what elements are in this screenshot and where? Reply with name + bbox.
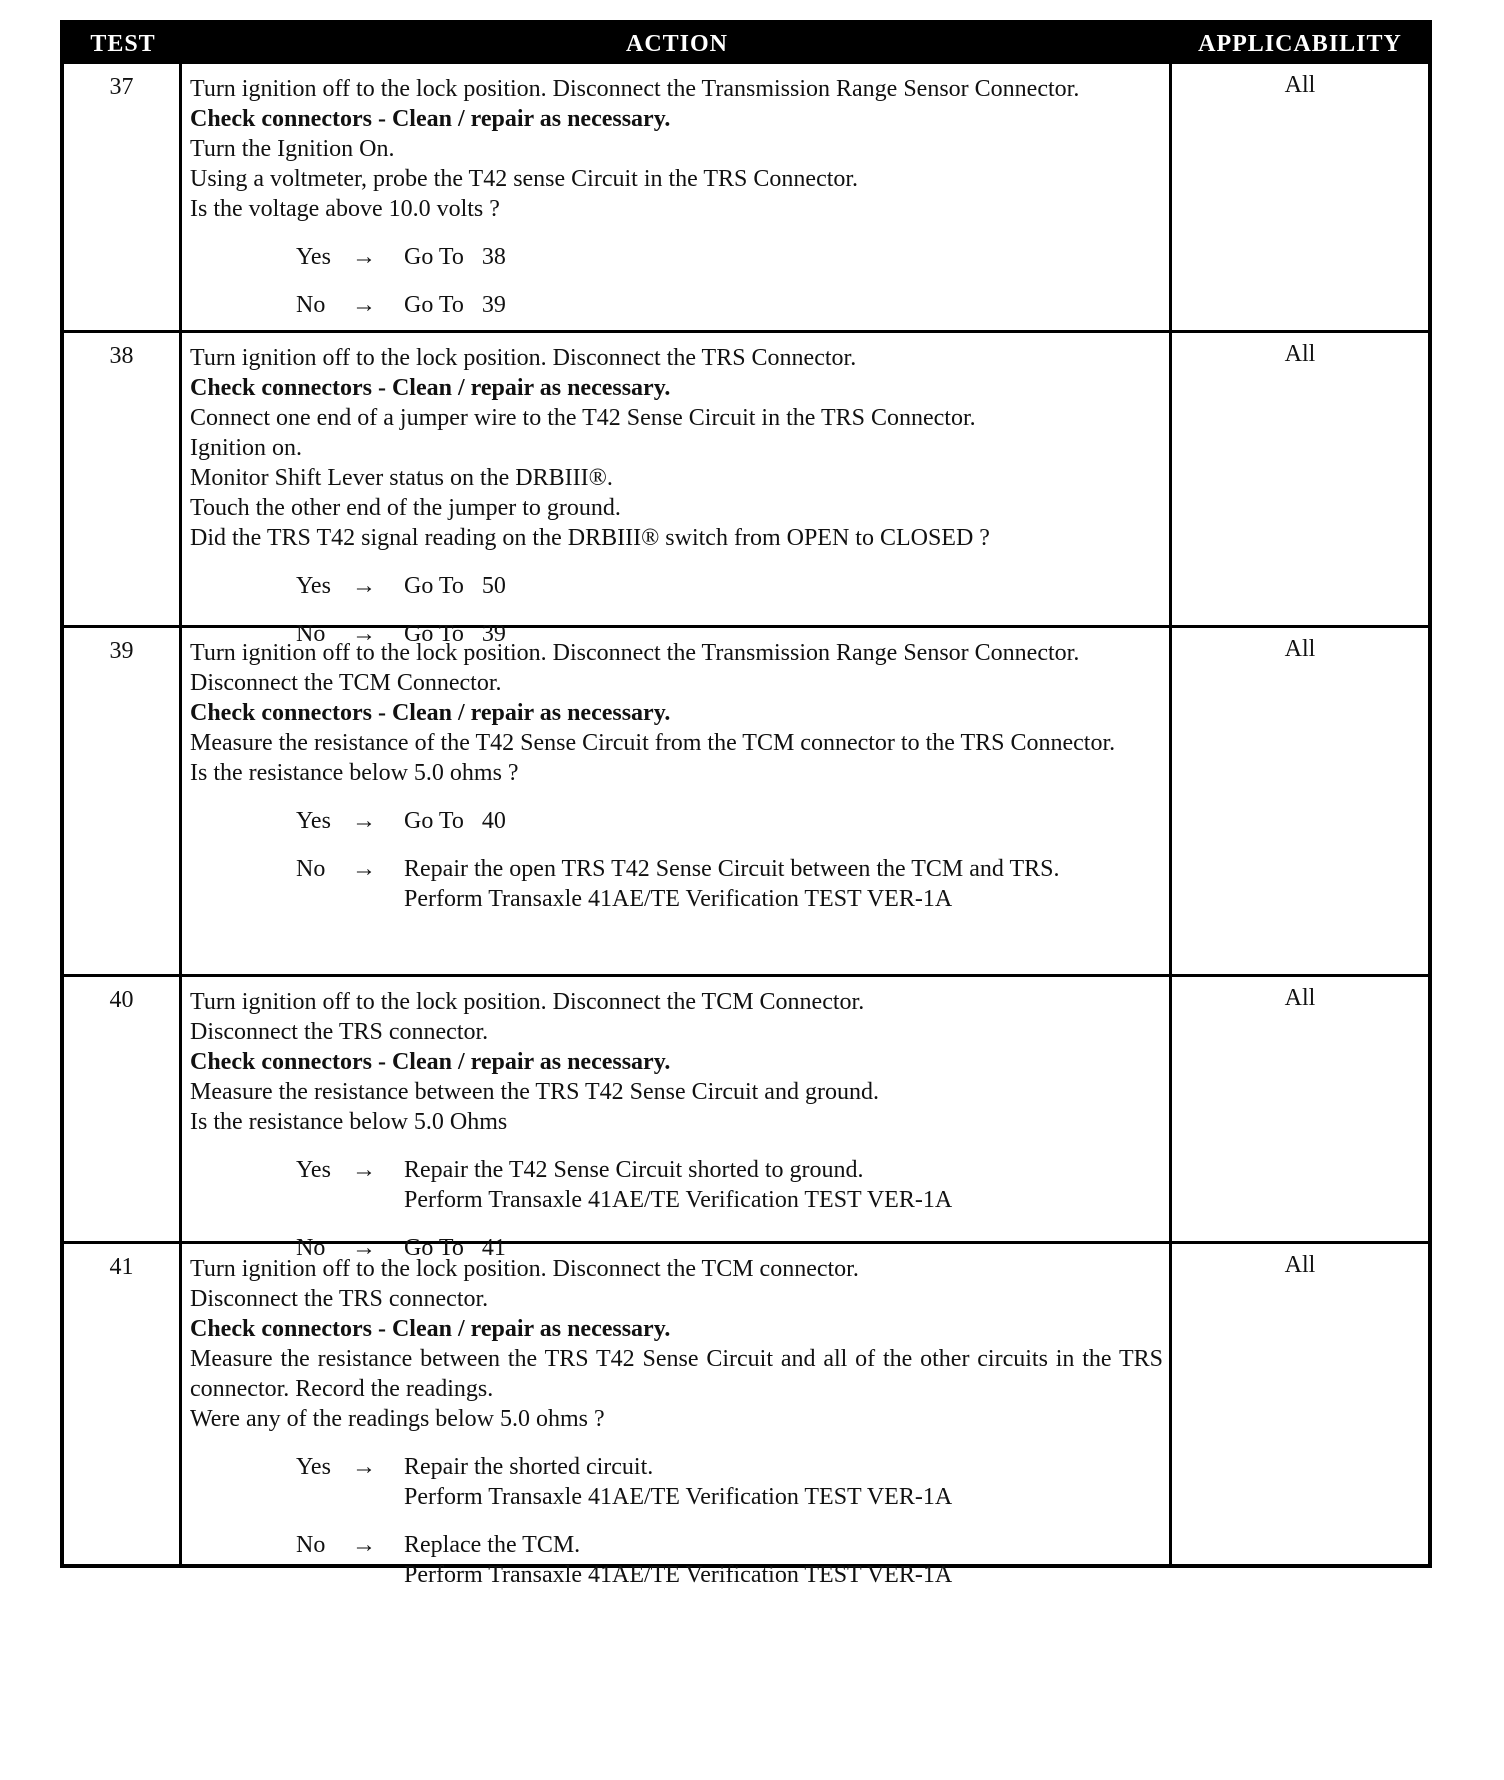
table-row	[64, 625, 1428, 974]
arrow-right-icon: →	[352, 1235, 376, 1261]
answer-key: Yes	[296, 1157, 331, 1183]
table-row	[64, 974, 1428, 1261]
answer-result	[404, 571, 1163, 601]
action-line: Connect one end of a jumper wire to the T42 Sense Circuit in the TRS Connector.	[190, 405, 976, 431]
answer-result	[404, 1452, 1163, 1512]
table-row	[64, 330, 1428, 647]
diagnostic-test-table	[60, 20, 1432, 1588]
answer-yes	[296, 806, 1163, 836]
action-cell	[182, 333, 1172, 647]
answer-line: Replace the TCM.	[404, 1532, 581, 1558]
answer-key: Yes	[296, 1454, 331, 1480]
answer-line: Perform Transaxle 41AE/TE Verification TEST VER-1A	[404, 1484, 953, 1510]
action-line: Measure the resistance between the TRS T42 Sense Circuit and ground.	[190, 1079, 879, 1105]
action-line: Measure the resistance between the TRS T42 Sense Circuit and all of the other circuits in the TRS connector. Record the readings.	[190, 1346, 1163, 1402]
answer-key: No	[296, 1235, 326, 1261]
answer-line: Go To 38	[404, 244, 506, 270]
applicability-cell: All	[1284, 72, 1316, 98]
answer-result	[404, 806, 1163, 836]
action-line: Ignition on.	[190, 435, 302, 461]
action-line: Is the resistance below 5.0 ohms ?	[190, 760, 519, 786]
answer-line: Go To 40	[404, 808, 506, 834]
applicability-cell: All	[1284, 341, 1316, 367]
arrow-right-icon: →	[352, 244, 376, 270]
arrow-right-icon: →	[352, 292, 376, 318]
action-line: Did the TRS T42 signal reading on the DRBIII® switch from OPEN to CLOSED ?	[190, 525, 990, 551]
action-line: Disconnect the TRS connector.	[190, 1286, 489, 1312]
action-line: Is the resistance below 5.0 Ohms	[190, 1109, 508, 1135]
answer-line: Repair the T42 Sense Circuit shorted to ground.	[404, 1157, 864, 1183]
answer-line: Repair the shorted circuit.	[404, 1454, 654, 1480]
answer-no	[296, 290, 1163, 320]
answer-no	[296, 854, 1163, 914]
applicability-cell: All	[1284, 985, 1316, 1011]
action-cell	[182, 977, 1172, 1261]
answer-line: Go To 41	[404, 1235, 506, 1261]
action-line: Monitor Shift Lever status on the DRBIII®.	[190, 465, 613, 491]
action-cell	[182, 628, 1172, 974]
action-warning: Check connectors - Clean / repair as necessary.	[190, 106, 671, 132]
answer-yes	[296, 242, 1163, 272]
answer-result	[404, 1155, 1163, 1215]
test-number: 38	[64, 333, 182, 625]
table-row	[64, 64, 1428, 330]
arrow-right-icon: →	[352, 856, 376, 882]
answer-key: Yes	[296, 573, 331, 599]
arrow-right-icon: →	[352, 621, 376, 647]
table-body	[64, 64, 1428, 1588]
action-cell	[182, 1244, 1172, 1588]
action-line: Disconnect the TRS connector.	[190, 1019, 489, 1045]
arrow-right-icon: →	[352, 1157, 376, 1183]
action-line: Turn ignition off to the lock position. Disconnect the TCM connector.	[190, 1256, 859, 1282]
header-test: TEST	[90, 30, 156, 57]
action-warning: Check connectors - Clean / repair as necessary.	[190, 1316, 671, 1342]
action-line: Disconnect the TCM Connector.	[190, 670, 502, 696]
action-line: Measure the resistance of the T42 Sense Circuit from the TCM connector to the TRS Connector.	[190, 730, 1116, 756]
arrow-right-icon: →	[352, 1454, 376, 1480]
applicability-cell: All	[1284, 636, 1316, 662]
answer-result	[404, 1530, 1163, 1590]
answer-key: Yes	[296, 244, 331, 270]
answer-result	[404, 290, 1163, 320]
action-line: Is the voltage above 10.0 volts ?	[190, 196, 500, 222]
test-number: 39	[64, 628, 182, 974]
applicability-cell: All	[1284, 1252, 1316, 1278]
action-cell	[182, 64, 1172, 330]
answer-key: No	[296, 856, 326, 882]
action-line: Turn ignition off to the lock position. Disconnect the Transmission Range Sensor Connector.	[190, 640, 1080, 666]
answer-line: Go To 50	[404, 573, 506, 599]
action-line: Turn ignition off to the lock position. Disconnect the TRS Connector.	[190, 345, 857, 371]
action-line: Touch the other end of the jumper to ground.	[190, 495, 621, 521]
answer-line: Repair the open TRS T42 Sense Circuit between the TCM and TRS.	[404, 856, 1060, 882]
action-line: Using a voltmeter, probe the T42 sense Circuit in the TRS Connector.	[190, 166, 859, 192]
table-row	[64, 1241, 1428, 1588]
answer-yes	[296, 571, 1163, 601]
action-line: Turn ignition off to the lock position. Disconnect the Transmission Range Sensor Connector.	[190, 76, 1080, 102]
arrow-right-icon: →	[352, 1532, 376, 1558]
answer-line: Perform Transaxle 41AE/TE Verification TEST VER-1A	[404, 886, 953, 912]
answer-yes	[296, 1155, 1163, 1215]
action-warning: Check connectors - Clean / repair as necessary.	[190, 375, 671, 401]
arrow-right-icon: →	[352, 573, 376, 599]
action-warning: Check connectors - Clean / repair as necessary.	[190, 1049, 671, 1075]
table-header	[64, 24, 1428, 64]
test-number: 40	[64, 977, 182, 1241]
answer-no	[296, 1530, 1163, 1590]
header-applicability: APPLICABILITY	[1198, 30, 1402, 57]
test-number: 41	[64, 1244, 182, 1564]
answer-key: No	[296, 1532, 326, 1558]
action-line: Turn ignition off to the lock position. Disconnect the TCM Connector.	[190, 989, 865, 1015]
answer-line: Go To 39	[404, 292, 506, 318]
answer-key: No	[296, 292, 326, 318]
answer-result	[404, 854, 1163, 914]
action-line: Were any of the readings below 5.0 ohms ?	[190, 1406, 605, 1432]
arrow-right-icon: →	[352, 808, 376, 834]
action-warning: Check connectors - Clean / repair as necessary.	[190, 700, 671, 726]
answer-result	[404, 242, 1163, 272]
header-action: ACTION	[625, 30, 728, 57]
test-number: 37	[64, 64, 182, 330]
answer-yes	[296, 1452, 1163, 1512]
answer-line: Go To 39	[404, 621, 506, 647]
answer-line: Perform Transaxle 41AE/TE Verification TEST VER-1A	[404, 1187, 953, 1213]
answer-key: No	[296, 621, 326, 647]
answer-key: Yes	[296, 808, 331, 834]
action-line: Turn the Ignition On.	[190, 136, 395, 162]
answer-line: Perform Transaxle 41AE/TE Verification TEST VER-1A	[404, 1562, 953, 1588]
